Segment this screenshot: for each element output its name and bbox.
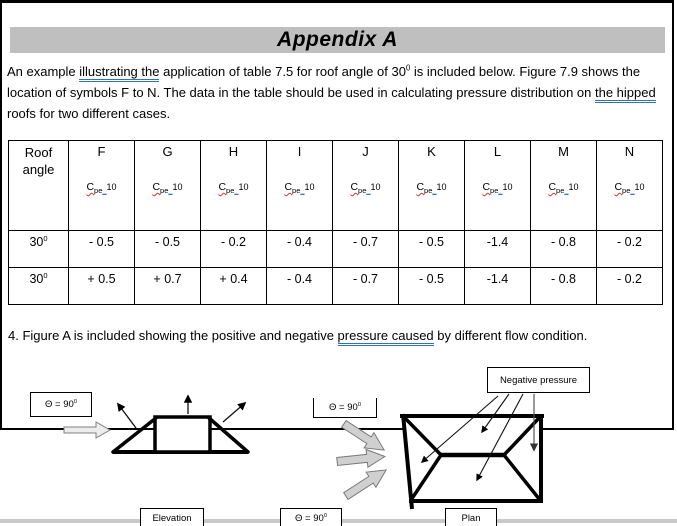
col-letter: F (97, 144, 106, 159)
wind-block-arrow (64, 422, 110, 438)
grammar-underlined-text: the hipped (595, 85, 656, 103)
cpe-symbol: $C_{pe}$ (284, 181, 301, 196)
cpe-underscore: _ (234, 186, 239, 196)
cpe-symbol: $C_{pe}$ (86, 181, 103, 196)
intro-text: is included below. Figure 7.9 shows the location of symbols F to N. The data in the table should be used in calculating pressure distribution on (7, 64, 641, 100)
value-cell: - 0.8 (531, 231, 597, 268)
value-cell: - 0.2 (201, 231, 267, 268)
uplift-arrow-right (223, 403, 245, 422)
value-cell: - 0.4 (267, 268, 333, 305)
cpe-10: 10 (634, 182, 645, 192)
corner-header-label: Roof angle (22, 145, 55, 177)
col-letter: J (362, 144, 369, 159)
cpe-underscore: _ (300, 186, 305, 196)
col-letter: K (427, 144, 436, 159)
intro-text: roofs for two different cases. (7, 106, 171, 121)
value-cell: - 0.5 (135, 231, 201, 268)
elevation-left-hip (113, 418, 156, 452)
wind-block-arrow (341, 462, 391, 503)
col-letter: I (297, 144, 302, 159)
item4-text: by different flow condition. (433, 328, 588, 343)
value-cell: - 0.5 (399, 268, 465, 305)
value-cell: - 0.2 (597, 268, 663, 305)
value-cell: + 0.7 (135, 268, 201, 305)
elevation-wall-rect (155, 417, 210, 452)
cpe-10: 10 (436, 182, 447, 192)
cpe-underscore: _ (498, 186, 503, 196)
value-cell: - 0.7 (333, 268, 399, 305)
plan-wind-arrows (336, 416, 391, 503)
cpe-symbol: $C_{pe}$ (218, 181, 235, 196)
cpe-underscore: _ (366, 186, 371, 196)
value-cell: - 0.5 (399, 231, 465, 268)
elevation-right-hip (209, 418, 248, 452)
wind-block-arrow (339, 416, 389, 457)
grammar-underlined-text: pressure caused (338, 328, 434, 346)
angle-cell: $30^0$ (9, 268, 69, 305)
cpe-symbol: $C_{pe}$ (548, 181, 565, 196)
theta-caption: $\Theta = 90^0$ (280, 508, 342, 526)
theta-label-elevation: $\Theta = 90^0$ (30, 392, 92, 417)
cpe-10: 10 (238, 182, 249, 192)
plan-drawing (400, 394, 544, 509)
cpe-10: 10 (106, 182, 117, 192)
cpe-underscore: _ (432, 186, 437, 196)
cpe-10: 10 (370, 182, 381, 192)
intro-text: application of table 7.5 for roof angle of 30 (159, 64, 406, 79)
col-letter: H (228, 144, 239, 159)
value-cell: - 0.4 (267, 231, 333, 268)
angle-cell: $30^0$ (9, 231, 69, 268)
col-letter: M (558, 144, 569, 159)
col-letter: G (162, 144, 173, 159)
value-cell: + 0.4 (201, 268, 267, 305)
value-cell: + 0.5 (69, 268, 135, 305)
cpe-underscore: _ (630, 186, 635, 196)
cpe-10: 10 (502, 182, 513, 192)
cpe-10: 10 (304, 182, 315, 192)
wind-block-arrow (336, 448, 386, 471)
cpe-underscore: _ (102, 186, 107, 196)
col-letter: L (493, 144, 502, 159)
uplift-arrow-left (118, 404, 136, 428)
cpe-symbol: $C_{pe}$ (350, 181, 367, 196)
plan-caption: Plan (445, 508, 497, 526)
superscript-zero: 0 (405, 63, 411, 73)
value-cell: - 0.7 (333, 231, 399, 268)
value-cell: - 0.2 (597, 231, 663, 268)
grammar-underlined-text: illustrating the (79, 64, 159, 82)
negative-pressure-callout: Negative pressure (487, 367, 590, 393)
value-cell: - 0.5 (69, 231, 135, 268)
intro-text: An example (7, 64, 80, 79)
cpe-underscore: _ (564, 186, 569, 196)
cpe-10: 10 (172, 182, 183, 192)
value-cell: -1.4 (465, 231, 531, 268)
col-letter: N (624, 144, 635, 159)
theta-label-plan: $\Theta = 90^0$ (313, 398, 377, 418)
cpe-underscore: _ (168, 186, 173, 196)
elevation-caption: Elevation (140, 508, 204, 526)
cpe-symbol: $C_{pe}$ (614, 181, 631, 196)
cpe-symbol: $C_{pe}$ (482, 181, 499, 196)
value-cell: -1.4 (465, 268, 531, 305)
cpe-symbol: $C_{pe}$ (416, 181, 433, 196)
cpe-10: 10 (568, 182, 579, 192)
page-title: Appendix A (277, 28, 398, 51)
value-cell: - 0.8 (531, 268, 597, 305)
cpe-symbol: $C_{pe}$ (152, 181, 169, 196)
item4-text: 4. Figure A is included showing the positive and negative (8, 328, 338, 343)
